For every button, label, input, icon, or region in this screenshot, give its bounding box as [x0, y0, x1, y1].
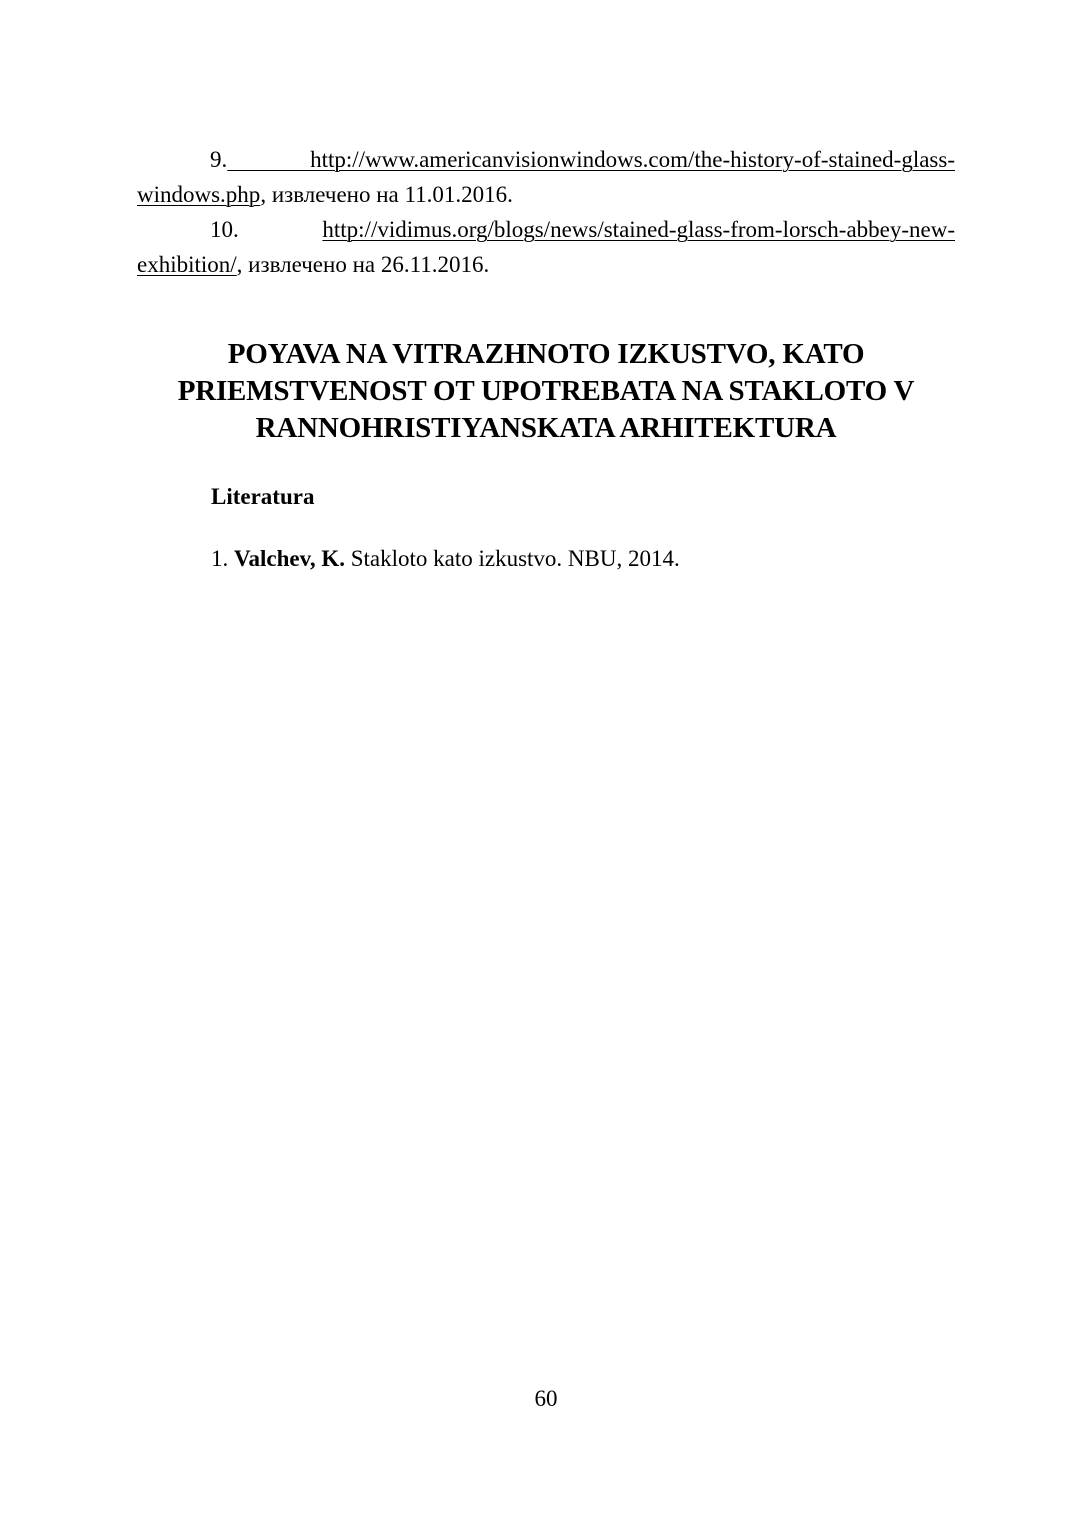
reference-item-10	[137, 212, 955, 282]
reference-item-9	[137, 142, 955, 212]
reference-line	[137, 177, 955, 212]
literature-item-text: Stakloto kato izkustvo. NBU, 2014.	[350, 546, 680, 571]
reference-retrieved-date: , извлечено на 26.11.2016.	[236, 252, 490, 277]
reference-link[interactable]: http://vidimus.org/blogs/news/stained-glass-from-lorsch-abbey-new-	[322, 217, 955, 242]
reference-link-continuation[interactable]: windows.php	[137, 182, 261, 207]
literature-item-author: Valchev, K.	[234, 546, 345, 571]
reference-number: 10.	[210, 217, 239, 242]
reference-line	[137, 142, 955, 177]
section-title-line: POYAVA NA VITRAZHNOTO IZKUSTVO, KATO	[227, 338, 865, 370]
reference-link-continuation[interactable]: exhibition/	[137, 252, 237, 277]
reference-line	[137, 247, 955, 282]
reference-line	[137, 212, 955, 247]
reference-list	[137, 142, 955, 282]
section-title-line: PRIEMSTVENOST OT UPOTREBATA NA STAKLOTO V	[177, 375, 915, 407]
reference-number: 9.	[210, 147, 228, 172]
literature-item	[211, 544, 680, 574]
section-title	[100, 336, 992, 447]
section-title-line: RANNOHRISTIYANSKATA ARHITEKTURA	[255, 412, 837, 444]
page-number: 60	[534, 1386, 558, 1411]
reference-retrieved-date: , извлечено на 11.01.2016.	[260, 182, 513, 207]
literature-heading: Literatura	[211, 484, 315, 509]
literature-item-number: 1.	[211, 546, 229, 571]
reference-link[interactable]: http://www.americanvisionwindows.com/the-history-of-stained-glass-	[227, 147, 955, 172]
